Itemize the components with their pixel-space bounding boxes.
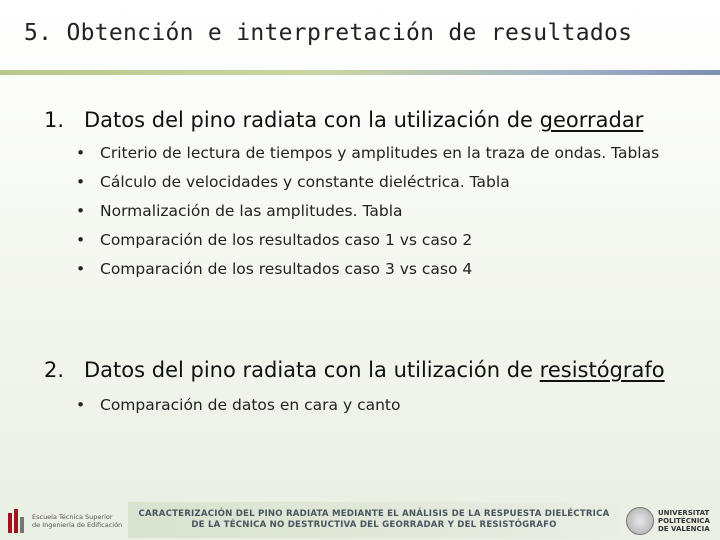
list-item-text: Comparación de datos en cara y canto [100,396,401,414]
bullet-glyph: • [76,260,86,278]
bullet-list-2 [76,394,660,423]
list-item-text: Normalización de las amplitudes. Tabla [100,202,403,220]
list-item [76,171,660,193]
list-item [76,394,660,416]
footer-title-band [128,502,620,538]
bullet-glyph: • [76,396,86,414]
section-heading-1 [44,108,643,132]
section-heading-emphasis: resistógrafo [539,358,665,382]
section-number: 2. [44,358,65,382]
footer-title-line1: CARACTERIZACIÓN DEL PINO RADIATA MEDIANTE EL ANÁLISIS DE LA RESPUESTA DIELÉCTRICA [138,509,610,519]
university-logo-line2: POLITÈCNICA [658,517,710,525]
section-heading-2 [44,358,665,382]
section-heading-text: Datos del pino radiata con la utilización de [84,108,540,132]
list-item-text: Cálculo de velocidades y constante dieléctrica. Tabla [100,173,510,191]
slide-title: 5. Obtención e interpretación de resultados [24,20,633,46]
bullet-glyph: • [76,144,86,162]
university-logo-line3: DE VALÈNCIA [658,525,710,533]
bullet-list-1 [76,142,660,287]
list-item-text: Comparación de los resultados caso 1 vs caso 2 [100,231,473,249]
bullet-glyph: • [76,202,86,220]
university-logo-line1: UNIVERSITAT [658,509,710,517]
school-logo-line2: de Ingeniería de Edificación [32,521,123,529]
list-item [76,142,660,164]
university-seal-icon [626,507,654,535]
list-item-text: Criterio de lectura de tiempos y amplitudes en la traza de ondas. Tablas [100,144,660,162]
footer-title-line2: DE LA TÉCNICA NO DESTRUCTIVA DEL GEORRADAR Y DEL RESISTÓGRAFO [191,520,557,530]
section-heading-emphasis: georradar [539,108,644,132]
section-number: 1. [44,108,65,132]
list-item [76,229,660,251]
section-heading-text: Datos del pino radiata con la utilización de [84,358,540,382]
list-item [76,200,660,222]
university-logo [626,504,718,538]
bullet-glyph: • [76,173,86,191]
list-item [76,258,660,280]
list-item-text: Comparación de los resultados caso 3 vs caso 4 [100,260,473,278]
school-emblem-icon [6,507,28,535]
bullet-glyph: • [76,231,86,249]
title-divider [0,70,720,75]
school-logo [6,504,126,538]
school-logo-line1: Escuela Técnica Superior [32,513,113,521]
